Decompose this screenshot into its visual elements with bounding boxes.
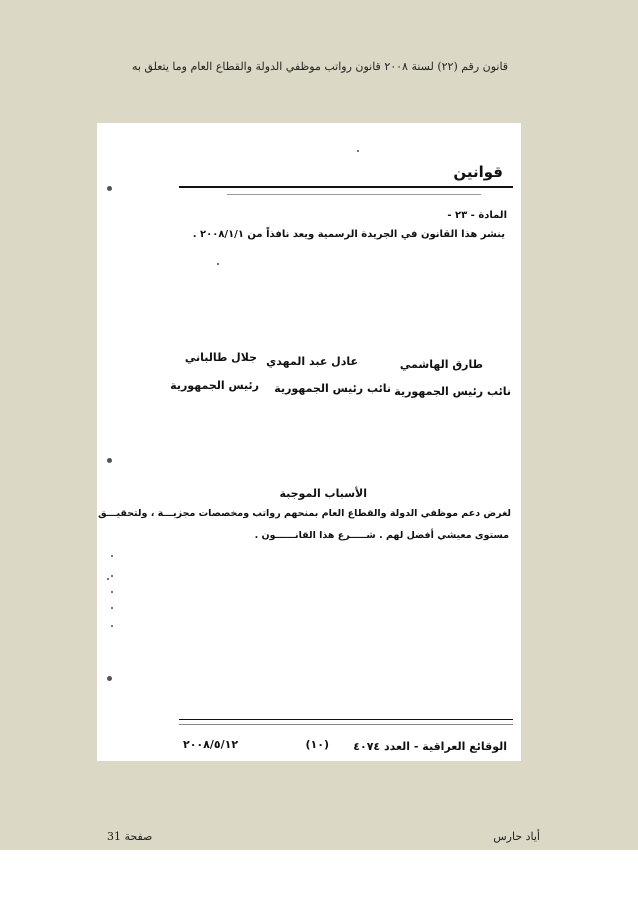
signatory-title: نائب رئيس الجمهورية xyxy=(274,382,391,395)
signatory-title: نائب رئيس الجمهورية xyxy=(394,385,511,398)
scan-speckle xyxy=(217,263,219,265)
footer-page-number: صفحة 31 xyxy=(107,830,153,843)
punch-hole-mark xyxy=(107,458,112,463)
scanned-gazette-page xyxy=(97,123,521,761)
running-header: قانون رقم (٢٢) لسنة ٢٠٠٨ قانون رواتب موظفي الدولة والقطاع العام وما يتعلق به xyxy=(131,60,509,73)
section-title: قوانين xyxy=(453,163,503,181)
header-rule xyxy=(179,186,513,188)
scan-speckle xyxy=(111,625,113,627)
article-heading: المادة - ٢٣ - xyxy=(447,210,507,221)
punch-hole-mark xyxy=(107,186,112,191)
scan-speckle xyxy=(111,607,113,609)
article-text: ينشر هذا القانون في الجريدة الرسمية ويعد نافذاً من ٢٠٠٨/١/١ . xyxy=(192,229,505,240)
scan-speckle xyxy=(111,575,113,577)
gazette-page-number: (١٠) xyxy=(305,738,329,751)
scan-speckle xyxy=(111,555,113,557)
page-footer xyxy=(0,826,638,848)
header-rule-thin xyxy=(227,194,481,195)
reasons-line-1: لغرض دعم موظفي الدولة والقطاع العام بمنحهم رواتب ومخصصات مجزيـــة ، ولتحقيـــق xyxy=(98,508,511,519)
scan-speckle xyxy=(111,591,113,593)
gazette-date: ٢٠٠٨/٥/١٢ xyxy=(183,738,239,751)
signatory-title: رئيس الجمهورية xyxy=(170,379,259,392)
gazette-footer-rule xyxy=(179,719,513,720)
punch-hole-mark xyxy=(107,676,112,681)
signatory-name: عادل عبد المهدي xyxy=(266,355,358,368)
reasons-line-2: مستوى معيشي أفضل لهم . شـــــرع هذا القانــــــون . xyxy=(254,530,509,541)
gazette-name: الوقائع العراقية - العدد ٤٠٧٤ xyxy=(353,740,507,753)
reasons-heading: الأسباب الموجبة xyxy=(279,487,367,500)
scan-speckle xyxy=(357,150,359,152)
signatory-name: جلال طالباني xyxy=(184,351,257,364)
gazette-footer-rule-thin xyxy=(179,724,513,725)
signatory-name: طارق الهاشمي xyxy=(399,358,483,371)
scan-speckle xyxy=(107,578,109,580)
footer-author: أياد حارس xyxy=(493,830,540,843)
